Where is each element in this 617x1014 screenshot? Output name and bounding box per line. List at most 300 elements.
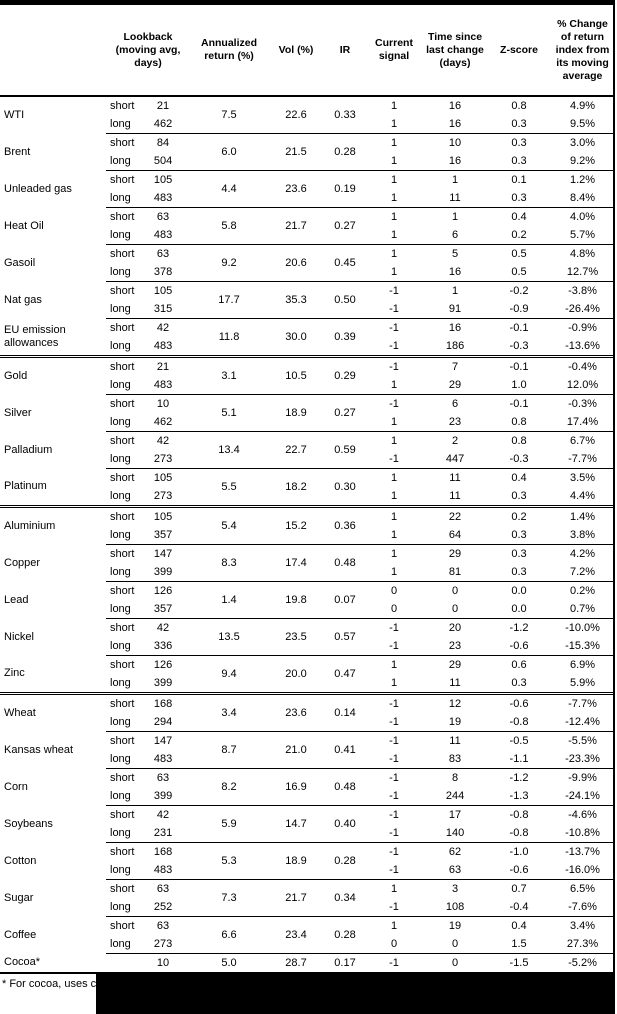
lookback-cell: 294 bbox=[153, 715, 173, 728]
commodity-name-cell: Aluminium bbox=[0, 507, 106, 545]
lookback-cell: 105 bbox=[136, 171, 190, 190]
commodity-name-cell: Corn bbox=[4, 780, 28, 793]
commodity-row bbox=[0, 732, 615, 751]
sub-period-cell: long bbox=[110, 378, 131, 391]
pct-change-cell: -13.7% bbox=[550, 843, 615, 862]
sub-period-cell: short bbox=[106, 469, 136, 488]
current-signal-cell: 1 bbox=[366, 171, 422, 190]
z-score-cell: 0.3 bbox=[511, 565, 527, 578]
vol-cell: 21.0 bbox=[268, 732, 324, 769]
z-score-cell: 0.8 bbox=[488, 96, 550, 115]
sub-period-cell: short bbox=[106, 545, 136, 564]
sub-period-cell: short bbox=[106, 96, 136, 115]
pct-change-cell: 7.2% bbox=[569, 565, 596, 578]
pct-change-cell: 12.0% bbox=[566, 378, 599, 391]
time-since-cell: 108 bbox=[445, 900, 465, 913]
time-since-cell: 29 bbox=[422, 545, 488, 564]
sub-period-cell: short bbox=[106, 319, 136, 338]
time-since-cell: 11 bbox=[449, 191, 461, 204]
ir-cell: 0.28 bbox=[324, 917, 366, 954]
commodity-row bbox=[0, 545, 615, 564]
sub-period-cell: short bbox=[106, 917, 136, 936]
z-score-cell: 0.8 bbox=[488, 432, 550, 451]
ir-cell: 0.48 bbox=[324, 769, 366, 806]
time-since-cell: 10 bbox=[422, 134, 488, 153]
current-signal-cell: -1 bbox=[366, 732, 422, 751]
sub-period-cell: short bbox=[106, 656, 136, 675]
ir-cell: 0.27 bbox=[324, 395, 366, 432]
commodity-name-cell: Soybeans bbox=[4, 817, 53, 830]
annualized-return-cell: 5.3 bbox=[190, 843, 268, 880]
lookback-cell: 483 bbox=[153, 863, 173, 876]
time-since-cell: 6 bbox=[422, 395, 488, 414]
sub-period-cell: short bbox=[106, 171, 136, 190]
commodity-name-cell: Wheat bbox=[0, 694, 106, 732]
commodity-row bbox=[0, 694, 615, 714]
annualized-return-cell: 6.0 bbox=[190, 134, 268, 171]
vol-cell: 30.0 bbox=[268, 319, 324, 357]
commodity-row bbox=[0, 245, 615, 264]
sub-period-cell: long bbox=[110, 752, 131, 765]
sub-period-cell: long bbox=[110, 565, 131, 578]
lookback-cell: 105 bbox=[136, 469, 190, 488]
lookback-cell: 336 bbox=[153, 639, 173, 652]
pct-change-cell: -7.6% bbox=[568, 900, 597, 913]
pct-change-cell: 5.7% bbox=[569, 228, 596, 241]
commodity-row bbox=[0, 171, 615, 190]
current-signal-cell: 0 bbox=[366, 582, 422, 601]
sub-period-cell: short bbox=[106, 507, 136, 527]
ir-cell: 0.36 bbox=[324, 507, 366, 545]
annualized-return-cell: 5.8 bbox=[190, 208, 268, 245]
current-signal-cell: 1 bbox=[366, 880, 422, 899]
lookback-cell: 42 bbox=[136, 806, 190, 825]
ir-cell: 0.57 bbox=[324, 619, 366, 656]
lookback-cell: 483 bbox=[153, 228, 173, 241]
z-score-cell: -1.0 bbox=[488, 843, 550, 862]
sub-period-cell: long bbox=[110, 602, 131, 615]
lookback-cell: 126 bbox=[136, 656, 190, 675]
current-signal-cell: 1 bbox=[366, 917, 422, 936]
time-since-cell: 0 bbox=[451, 602, 459, 615]
pct-change-cell: -0.3% bbox=[550, 395, 615, 414]
sub-period-cell: long bbox=[110, 676, 131, 689]
sub-period-cell: long bbox=[110, 191, 131, 204]
z-score-cell: 0.4 bbox=[488, 208, 550, 227]
time-since-cell: 19 bbox=[422, 917, 488, 936]
pct-change-cell: -0.9% bbox=[550, 319, 615, 338]
current-signal-cell: -1 bbox=[366, 282, 422, 301]
sub-period-cell: short bbox=[106, 208, 136, 227]
ir-cell: 0.47 bbox=[324, 656, 366, 694]
current-signal-cell: 1 bbox=[366, 245, 422, 264]
lookback-cell: 63 bbox=[136, 769, 190, 788]
z-score-cell: -1.3 bbox=[509, 789, 529, 802]
z-score-cell: 0.0 bbox=[511, 602, 527, 615]
lookback-cell: 42 bbox=[136, 432, 190, 451]
annualized-return-cell: 5.4 bbox=[190, 507, 268, 545]
time-since-cell: 29 bbox=[448, 378, 462, 391]
sub-period-cell: long bbox=[110, 415, 131, 428]
z-score-cell: -1.2 bbox=[488, 769, 550, 788]
current-signal-cell: 0 bbox=[390, 937, 398, 950]
vol-cell: 21.7 bbox=[268, 880, 324, 917]
sub-period-cell: short bbox=[106, 357, 136, 377]
commodity-row bbox=[0, 395, 615, 414]
z-score-cell: -1.5 bbox=[488, 954, 550, 974]
commodity-name-cell: Lead bbox=[4, 593, 29, 606]
commodity-row bbox=[0, 96, 615, 115]
commodity-name-cell: Sugar bbox=[4, 891, 34, 904]
sub-period-cell: long bbox=[110, 826, 131, 839]
time-since-cell: 447 bbox=[445, 452, 465, 465]
annualized-return-cell: 7.5 bbox=[190, 96, 268, 134]
ir-cell: 0.29 bbox=[324, 357, 366, 395]
commodity-row bbox=[0, 432, 615, 451]
time-since-cell: 16 bbox=[448, 154, 462, 167]
lookback-cell: 10 bbox=[136, 395, 190, 414]
commodity-name-cell: Silver bbox=[4, 406, 32, 419]
current-signal-cell: 1 bbox=[366, 96, 422, 115]
commodity-row bbox=[0, 880, 615, 899]
current-signal-cell: 1 bbox=[390, 191, 398, 204]
sub-period-cell: short bbox=[106, 432, 136, 451]
col-header-time-since-last-change: Time since last change (days) bbox=[422, 5, 488, 96]
time-since-cell: 3 bbox=[422, 880, 488, 899]
time-since-cell: 63 bbox=[448, 863, 462, 876]
sub-period-cell: long bbox=[110, 339, 131, 352]
ir-cell: 0.59 bbox=[324, 432, 366, 469]
time-since-cell: 2 bbox=[422, 432, 488, 451]
lookback-cell: 315 bbox=[153, 302, 173, 315]
time-since-cell: 140 bbox=[445, 826, 465, 839]
current-signal-cell: 1 bbox=[366, 656, 422, 675]
sub-period-cell: short bbox=[106, 880, 136, 899]
annualized-return-cell: 6.6 bbox=[190, 917, 268, 954]
z-score-cell: 0.2 bbox=[511, 228, 527, 241]
z-score-cell: 1.5 bbox=[511, 937, 527, 950]
z-score-cell: -0.6 bbox=[509, 863, 529, 876]
lookback-cell: 399 bbox=[153, 789, 173, 802]
pct-change-cell: 12.7% bbox=[566, 265, 599, 278]
vol-cell: 10.5 bbox=[268, 357, 324, 395]
commodity-row bbox=[0, 806, 615, 825]
pct-change-cell: 27.3% bbox=[566, 937, 599, 950]
lookback-cell: 357 bbox=[153, 528, 173, 541]
sub-period-cell: short bbox=[106, 395, 136, 414]
sub-period-cell: short bbox=[106, 769, 136, 788]
lookback-cell: 63 bbox=[136, 245, 190, 264]
pct-change-cell: -23.3% bbox=[565, 752, 600, 765]
ir-cell: 0.33 bbox=[324, 96, 366, 134]
annualized-return-cell: 8.7 bbox=[190, 732, 268, 769]
vol-cell: 23.6 bbox=[268, 694, 324, 732]
sub-period-cell: short bbox=[106, 619, 136, 638]
pct-change-cell: -13.6% bbox=[565, 339, 600, 352]
lookback-cell: 483 bbox=[153, 378, 173, 391]
col-header-ir: IR bbox=[324, 5, 366, 96]
current-signal-cell: -1 bbox=[389, 826, 399, 839]
z-score-cell: -0.3 bbox=[509, 339, 529, 352]
commodity-name-cell: Copper bbox=[4, 556, 41, 569]
commodity-name-cell: Cotton bbox=[4, 854, 37, 867]
pct-change-cell: 4.8% bbox=[550, 245, 615, 264]
ir-cell: 0.07 bbox=[324, 582, 366, 619]
col-header-current-signal: Current signal bbox=[366, 5, 422, 96]
annualized-return-cell: 7.3 bbox=[190, 880, 268, 917]
vol-cell: 22.7 bbox=[268, 432, 324, 469]
pct-change-cell: -10.8% bbox=[565, 826, 600, 839]
pct-change-cell: 3.4% bbox=[550, 917, 615, 936]
z-score-cell: 0.8 bbox=[511, 415, 527, 428]
col-header-z-score: Z-score bbox=[488, 5, 550, 96]
sub-period-cell: short bbox=[106, 134, 136, 153]
time-since-cell: 1 bbox=[422, 208, 488, 227]
vol-cell: 22.6 bbox=[268, 96, 324, 134]
z-score-cell: 0.1 bbox=[488, 171, 550, 190]
vol-cell: 28.7 bbox=[268, 954, 324, 974]
pct-change-cell: -7.7% bbox=[550, 694, 615, 714]
commodity-row bbox=[0, 134, 615, 153]
pct-change-cell: -7.7% bbox=[568, 452, 597, 465]
vol-cell: 14.7 bbox=[268, 806, 324, 843]
ir-cell: 0.19 bbox=[324, 171, 366, 208]
sub-period-cell: short bbox=[106, 582, 136, 601]
commodity-row bbox=[0, 319, 615, 338]
pct-change-cell: 6.7% bbox=[550, 432, 615, 451]
lookback-cell: 273 bbox=[153, 937, 173, 950]
col-header-annualized-return: Annualized return (%) bbox=[190, 5, 268, 96]
sub-period-cell: long bbox=[110, 528, 131, 541]
commodity-row bbox=[0, 619, 615, 638]
commodity-name-cell: Gold bbox=[0, 357, 106, 395]
time-since-cell: 1 bbox=[422, 171, 488, 190]
lookback-cell: 63 bbox=[136, 208, 190, 227]
current-signal-cell: -1 bbox=[366, 769, 422, 788]
lookback-cell: 168 bbox=[136, 694, 190, 714]
annualized-return-cell: 9.4 bbox=[190, 656, 268, 694]
lookback-cell: 105 bbox=[136, 507, 190, 527]
annualized-return-cell: 9.2 bbox=[190, 245, 268, 282]
commodity-name-cell: WTI bbox=[4, 108, 25, 121]
time-since-cell: 16 bbox=[448, 265, 462, 278]
time-since-cell: 22 bbox=[422, 507, 488, 527]
ir-cell: 0.41 bbox=[324, 732, 366, 769]
z-score-cell: 0.0 bbox=[488, 582, 550, 601]
current-signal-cell: -1 bbox=[389, 452, 399, 465]
pct-change-cell: 9.2% bbox=[569, 154, 596, 167]
lookback-cell: 21 bbox=[136, 96, 190, 115]
pct-change-cell: 8.4% bbox=[569, 191, 596, 204]
commodity-name-cell: Gasoil bbox=[4, 256, 36, 269]
commodity-row bbox=[0, 507, 615, 527]
pct-change-cell: 0.7% bbox=[569, 602, 596, 615]
lookback-cell: 504 bbox=[153, 154, 173, 167]
pct-change-cell: 4.0% bbox=[550, 208, 615, 227]
time-since-cell: 0 bbox=[422, 582, 488, 601]
pct-change-cell: 1.4% bbox=[550, 507, 615, 527]
time-since-cell: 11 bbox=[449, 676, 461, 689]
sub-period-cell: short bbox=[106, 282, 136, 301]
ir-cell: 0.50 bbox=[324, 282, 366, 319]
z-score-cell: 0.2 bbox=[488, 507, 550, 527]
current-signal-cell: 1 bbox=[390, 265, 398, 278]
z-score-cell: -0.8 bbox=[488, 806, 550, 825]
current-signal-cell: -1 bbox=[366, 357, 422, 377]
pct-change-cell: 9.5% bbox=[569, 117, 596, 130]
commodity-name-cell: Kansas wheat bbox=[4, 743, 74, 756]
vol-cell: 16.9 bbox=[268, 769, 324, 806]
z-score-cell: -0.3 bbox=[509, 452, 529, 465]
ir-cell: 0.45 bbox=[324, 245, 366, 282]
lookback-cell: 378 bbox=[153, 265, 173, 278]
current-signal-cell: -1 bbox=[366, 954, 422, 974]
time-since-cell: 23 bbox=[448, 639, 462, 652]
sub-period-cell: short bbox=[106, 732, 136, 751]
z-score-cell: -0.8 bbox=[509, 826, 529, 839]
ir-cell: 0.39 bbox=[324, 319, 366, 357]
z-score-cell: -1.2 bbox=[488, 619, 550, 638]
commodity-name-cell: Nat gas bbox=[4, 293, 42, 306]
vol-cell: 21.7 bbox=[268, 208, 324, 245]
pct-change-cell: 4.9% bbox=[550, 96, 615, 115]
pct-change-cell: -0.4% bbox=[550, 357, 615, 377]
vol-cell: 20.6 bbox=[268, 245, 324, 282]
lookback-cell: 483 bbox=[153, 339, 173, 352]
time-since-cell: 62 bbox=[422, 843, 488, 862]
z-score-cell: 0.3 bbox=[488, 545, 550, 564]
z-score-cell: -0.6 bbox=[509, 639, 529, 652]
annualized-return-cell: 5.5 bbox=[190, 469, 268, 507]
current-signal-cell: -1 bbox=[389, 789, 399, 802]
sub-period-cell: short bbox=[106, 245, 136, 264]
sub-period-cell: long bbox=[110, 789, 131, 802]
commodity-momentum-signals-table bbox=[0, 5, 615, 974]
lookback-cell: 483 bbox=[153, 191, 173, 204]
z-score-cell: -0.8 bbox=[509, 715, 529, 728]
ir-cell: 0.48 bbox=[324, 545, 366, 582]
lookback-cell: 84 bbox=[136, 134, 190, 153]
ir-cell: 0.28 bbox=[324, 843, 366, 880]
col-header-lookback: Lookback (moving avg, days) bbox=[106, 5, 190, 96]
current-signal-cell: 1 bbox=[366, 507, 422, 527]
sub-period-cell: long bbox=[110, 302, 131, 315]
z-score-cell: -1.1 bbox=[509, 752, 529, 765]
lookback-cell: 63 bbox=[136, 880, 190, 899]
current-signal-cell: 1 bbox=[390, 415, 398, 428]
lookback-cell: 399 bbox=[153, 676, 173, 689]
commodity-name-cell: EU emission allowances bbox=[4, 323, 66, 349]
pct-change-cell: -4.6% bbox=[550, 806, 615, 825]
lookback-cell: 357 bbox=[153, 602, 173, 615]
pct-change-cell: -24.1% bbox=[565, 789, 600, 802]
sub-period-cell: long bbox=[110, 639, 131, 652]
z-score-cell: -0.1 bbox=[488, 319, 550, 338]
commodity-name-cell: Coffee bbox=[4, 928, 37, 941]
annualized-return-cell: 13.5 bbox=[190, 619, 268, 656]
time-since-cell: 5 bbox=[422, 245, 488, 264]
current-signal-cell: 1 bbox=[390, 565, 398, 578]
time-since-cell: 0 bbox=[451, 937, 459, 950]
commodity-name-cell: Unleaded gas bbox=[4, 182, 72, 195]
z-score-cell: 0.3 bbox=[511, 154, 527, 167]
z-score-cell: 0.5 bbox=[511, 265, 527, 278]
annualized-return-cell: 8.3 bbox=[190, 545, 268, 582]
time-since-cell: 1 bbox=[422, 282, 488, 301]
lookback-cell: 147 bbox=[136, 732, 190, 751]
corner-cell bbox=[0, 5, 106, 96]
sub-period-cell: short bbox=[106, 843, 136, 862]
current-signal-cell: -1 bbox=[366, 319, 422, 338]
z-score-cell: 1.0 bbox=[511, 378, 527, 391]
lookback-cell: 462 bbox=[153, 415, 173, 428]
pct-change-cell: 3.5% bbox=[550, 469, 615, 488]
current-signal-cell: 1 bbox=[390, 228, 398, 241]
current-signal-cell: -1 bbox=[366, 619, 422, 638]
pct-change-cell: 6.9% bbox=[550, 656, 615, 675]
lookback-cell: 10 bbox=[136, 954, 190, 974]
time-since-cell: 23 bbox=[448, 415, 462, 428]
time-since-cell: 11 bbox=[422, 469, 488, 488]
ir-cell: 0.34 bbox=[324, 880, 366, 917]
current-signal-cell: -1 bbox=[389, 339, 399, 352]
lookback-cell: 252 bbox=[153, 900, 173, 913]
annualized-return-cell: 1.4 bbox=[190, 582, 268, 619]
time-since-cell: 17 bbox=[422, 806, 488, 825]
commodity-name-cell: Brent bbox=[4, 145, 31, 158]
annualized-return-cell: 5.0 bbox=[190, 954, 268, 974]
current-signal-cell: -1 bbox=[389, 752, 399, 765]
sub-period-cell: short bbox=[106, 694, 136, 714]
vol-cell: 21.5 bbox=[268, 134, 324, 171]
commodity-row bbox=[0, 469, 615, 488]
time-since-cell: 11 bbox=[422, 732, 488, 751]
pct-change-cell: 3.8% bbox=[569, 528, 596, 541]
z-score-cell: 0.3 bbox=[511, 528, 527, 541]
z-score-cell: -0.1 bbox=[488, 395, 550, 414]
sub-period-cell: long bbox=[110, 228, 131, 241]
pct-change-cell: -5.5% bbox=[550, 732, 615, 751]
pct-change-cell: -12.4% bbox=[565, 715, 600, 728]
pct-change-cell: 4.4% bbox=[569, 489, 596, 502]
time-since-cell: 6 bbox=[451, 228, 459, 241]
current-signal-cell: -1 bbox=[389, 863, 399, 876]
time-since-cell: 91 bbox=[448, 302, 462, 315]
vol-cell: 18.2 bbox=[268, 469, 324, 507]
col-header-pct-change-vs-moving-average: % Change of return index from its moving average bbox=[550, 5, 615, 96]
commodity-name-cell: Palladium bbox=[4, 443, 53, 456]
vol-cell: 18.9 bbox=[268, 395, 324, 432]
ir-cell: 0.17 bbox=[324, 954, 366, 974]
time-since-cell: 16 bbox=[448, 117, 462, 130]
commodity-row bbox=[0, 769, 615, 788]
time-since-cell: 186 bbox=[445, 339, 465, 352]
time-since-cell: 16 bbox=[422, 319, 488, 338]
commodity-row bbox=[0, 954, 615, 974]
sub-period-cell: long bbox=[110, 117, 131, 130]
commodity-row bbox=[0, 843, 615, 862]
time-since-cell: 7 bbox=[422, 357, 488, 377]
vol-cell: 17.4 bbox=[268, 545, 324, 582]
current-signal-cell: 1 bbox=[366, 469, 422, 488]
annualized-return-cell: 11.8 bbox=[190, 319, 268, 357]
footnote-text: * For cocoa, uses c bbox=[2, 978, 97, 990]
lookback-cell: 273 bbox=[153, 489, 173, 502]
sub-period-cell: long bbox=[110, 900, 131, 913]
lookback-cell: 231 bbox=[153, 826, 173, 839]
vol-cell: 19.8 bbox=[268, 582, 324, 619]
commodity-row bbox=[0, 357, 615, 377]
